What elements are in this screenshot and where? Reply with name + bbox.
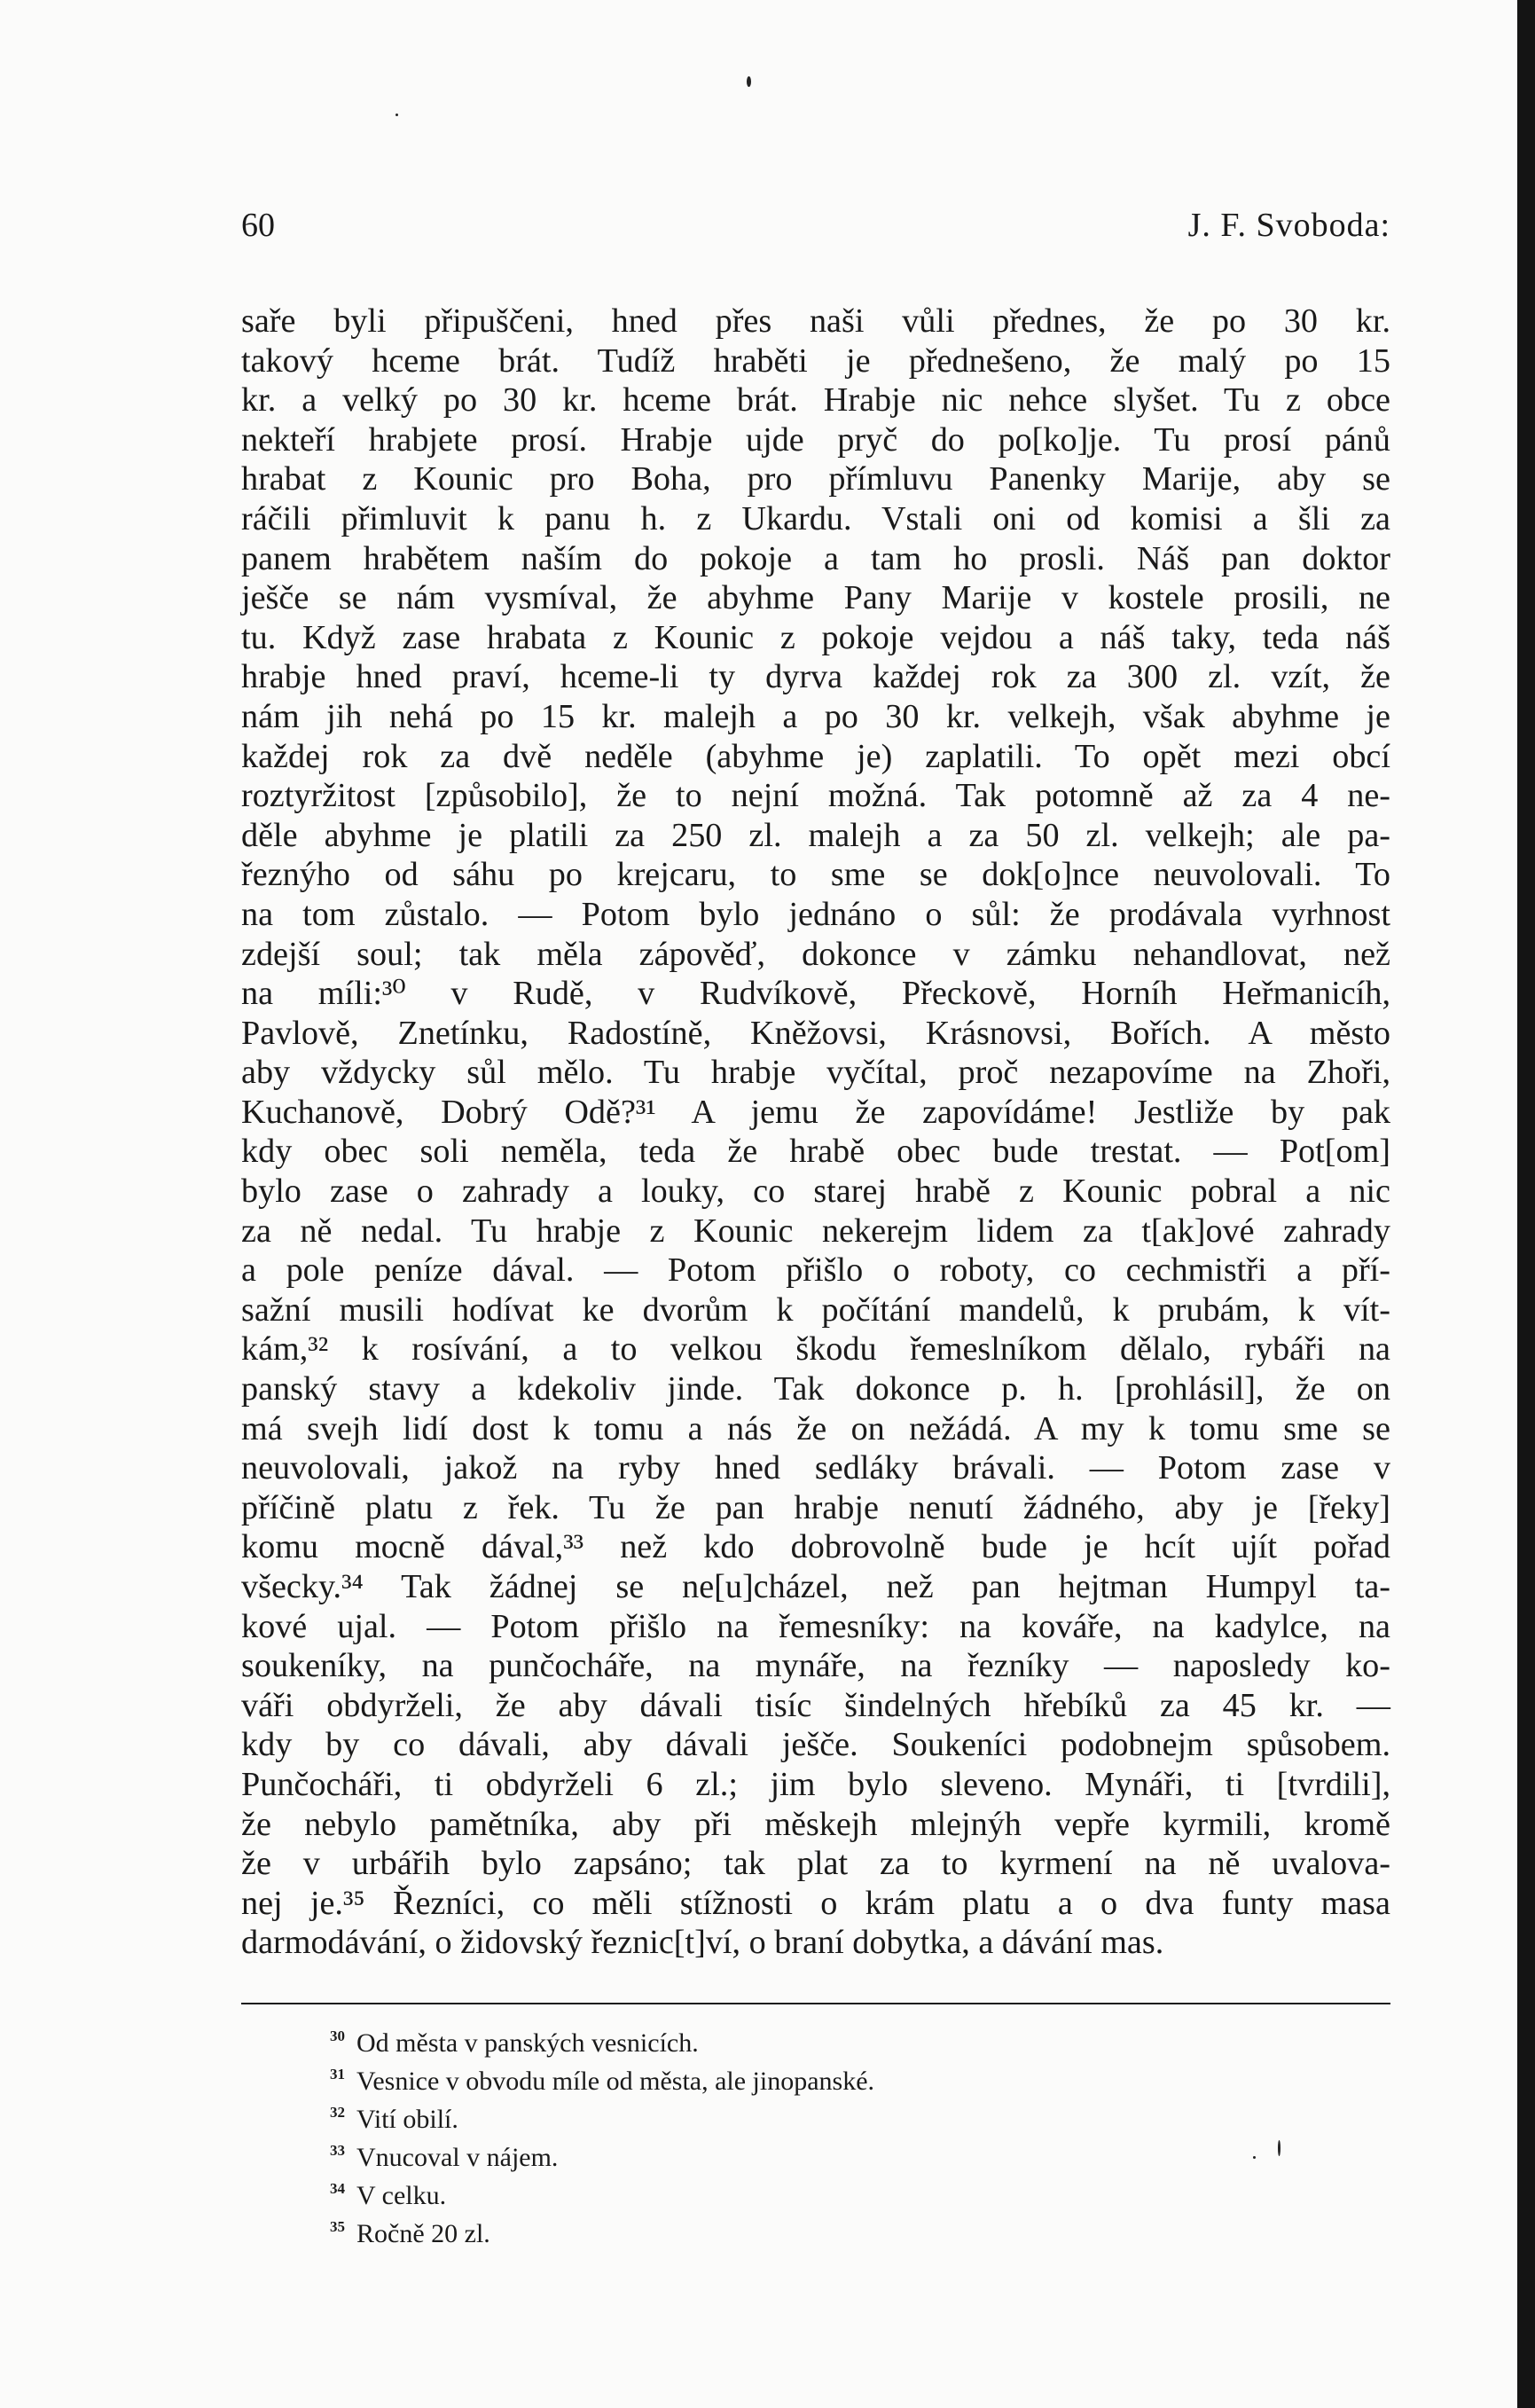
- text-line: Kuchanově, Dobrý Odě?³¹ A jemu že zapovídáme! Jestliže by pak: [241, 1093, 1390, 1131]
- text-line: že nebylo pamětníka, aby při měskejh mlejnýh vepře kyrmili, kromě: [241, 1805, 1390, 1843]
- text-line: kám,³² k rosívání, a to velkou škodu řemeslníkom dělalo, rybáři na: [241, 1330, 1390, 1369]
- footnote: [330, 2211, 1217, 2249]
- footnote-mark: 34: [330, 2180, 345, 2197]
- text-line: kr. a velký po 30 kr. hceme brát. Hrabje nic nehce slyšet. Tu z obce: [241, 381, 1390, 420]
- footnote-divider: [241, 2003, 1390, 2004]
- text-line: tu. Když zase hrabata z Kounic z pokoje vejdou a náš taky, teda náš: [241, 618, 1390, 656]
- footnote-mark: 33: [330, 2142, 345, 2159]
- text-line: že v urbářih bylo zapsáno; tak plat za to kyrmení na ně uvalova-: [241, 1845, 1390, 1883]
- text-line: hrabat z Kounic pro Boha, pro přímluvu Panenky Marije, aby se: [241, 460, 1390, 498]
- footnote: [330, 2173, 1217, 2211]
- print-speck: [395, 114, 398, 116]
- text-line: na míli:³⁰ v Rudě, v Rudvíkově, Přeckově, Horníh Heřmanicíh,: [241, 975, 1390, 1013]
- text-line: Pavlově, Znetínku, Radostíně, Kněžovsi, Krásnovsi, Bořích. A město: [241, 1014, 1390, 1052]
- text-line: takový hceme brát. Tudíž hraběti je přednešeno, že malý po 15: [241, 341, 1390, 380]
- print-speck: [1278, 2140, 1280, 2156]
- text-line: každej rok za dvě neděle (abyhme je) zaplatili. To opět mezi obcí: [241, 737, 1390, 775]
- running-head: [241, 200, 1390, 250]
- text-line: panský stavy a kdekoliv jinde. Tak dokonce p. h. [prohlásil], že on: [241, 1370, 1390, 1408]
- text-line: a pole peníze dával. — Potom přišlo o roboty, co cechmistři a pří-: [241, 1251, 1390, 1290]
- text-line: na tom zůstalo. — Potom bylo jednáno o sůl: že prodávala vyrhnost: [241, 895, 1390, 933]
- footnote: [330, 2097, 1217, 2135]
- text-line: darmodávání, o židovský řeznic[t]ví, o braní dobytka, a dávání mas.: [241, 1924, 1164, 1962]
- print-speck: [1253, 2156, 1256, 2159]
- text-line: kdy obec soli neměla, teda že hrabě obec bude trestat. — Pot[om]: [241, 1133, 1390, 1171]
- footnote-text: Ročně 20 zl.: [356, 2219, 490, 2248]
- print-speck: [747, 76, 751, 87]
- text-line: příčině platu z řek. Tu že pan hrabje nenutí žádného, aby je [řeky]: [241, 1488, 1390, 1526]
- scan-edge: [1517, 0, 1535, 2408]
- footnote-mark: 35: [330, 2218, 345, 2235]
- footnote-mark: 32: [330, 2104, 345, 2121]
- footnote: [330, 2135, 1217, 2173]
- page-number: 60: [241, 207, 275, 244]
- text-line: soukeníky, na punčocháře, na mynáře, na řezníky — naposledy ko-: [241, 1647, 1390, 1685]
- text-line: nekteří hrabjete prosí. Hrabje ujde pryč do po[ko]je. Tu prosí pánů: [241, 420, 1390, 459]
- text-line: neuvolovali, jakož na ryby hned sedláky brávali. — Potom zase v: [241, 1449, 1390, 1487]
- running-title: J. F. Svoboda:: [1187, 207, 1390, 244]
- text-line: Punčocháři, ti obdyrželi 6 zl.; jim bylo sleveno. Mynáři, ti [tvrdili],: [241, 1765, 1390, 1803]
- text-line: komu mocně dával,³³ než kdo dobrovolně bude je hcít ujít pořad: [241, 1528, 1390, 1566]
- text-line: aby vždycky sůl mělo. Tu hrabje vyčítal, proč nezapovíme na Zhoři,: [241, 1054, 1390, 1092]
- footnote: [330, 2059, 1217, 2097]
- footnote: [330, 2020, 1217, 2059]
- footnotes: [330, 2020, 1217, 2249]
- text-line: kdy by co dávali, aby dávali ješče. Soukeníci podobnejm spůsobem.: [241, 1726, 1390, 1764]
- footnote-mark: 31: [330, 2066, 345, 2082]
- text-line: saře byli připuščeni, hned přes naši vůli přednes, že po 30 kr.: [241, 302, 1390, 340]
- text-line: nám jih nehá po 15 kr. malejh a po 30 kr. velkejh, však abyhme je: [241, 697, 1390, 735]
- text-line: roztyržitost [způsobilo], že to nejní možná. Tak potomně až za 4 ne-: [241, 777, 1390, 815]
- footnote-mark: 30: [330, 2028, 345, 2044]
- text-line: kové ujal. — Potom přišlo na řemesníky: na kováře, na kadylce, na: [241, 1607, 1390, 1645]
- text-line: nej je.³⁵ Řezníci, co měli stížnosti o krám platu a o dva funty masa: [241, 1884, 1390, 1922]
- footnote-text: Vesnice v obvodu míle od města, ale jinopanské.: [356, 2067, 875, 2096]
- footnote-text: Vití obilí.: [356, 2105, 458, 2134]
- text-line: má svejh lidí dost k tomu a nás že on nežádá. A my k tomu sme se: [241, 1409, 1390, 1447]
- footnote-text: Vnucoval v nájem.: [356, 2143, 559, 2172]
- text-line: hrabje hned praví, hceme-li ty dyrva každej rok za 300 zl. vzít, že: [241, 658, 1390, 696]
- text-line: ráčili přimluvit k panu h. z Ukardu. Vstali oni od komisi a šli za: [241, 499, 1390, 537]
- text-line: všecky.³⁴ Tak žádnej se ne[u]cházel, než pan hejtman Humpyl ta-: [241, 1568, 1390, 1605]
- text-line: ješče se nám vysmíval, že abyhme Pany Marije v kostele prosili, ne: [241, 579, 1390, 617]
- text-line: váři obdyrželi, že aby dávali tisíc šindelných hřebíků za 45 kr. —: [241, 1686, 1390, 1724]
- text-line: sažní musili hodívat ke dvorům k počítání mandelů, k prubám, k vít-: [241, 1290, 1390, 1329]
- text-line: řeznýho od sáhu po krejcaru, to sme se dok[o]nce neuvolovali. To: [241, 856, 1390, 894]
- footnote-text: Od města v panských vesnicích.: [356, 2028, 699, 2058]
- text-line: panem hrabětem naším do pokoje a tam ho prosli. Náš pan doktor: [241, 539, 1390, 577]
- footnote-text: V celku.: [356, 2181, 447, 2210]
- text-line: děle abyhme je platili za 250 zl. malejh a za 50 zl. velkejh; ale pa-: [241, 816, 1390, 854]
- text-line: bylo zase o zahrady a louky, co starej hrabě z Kounic pobral a nic: [241, 1173, 1390, 1211]
- text-line: za ně nedal. Tu hrabje z Kounic nekerejm lidem za t[ak]ové zahrady: [241, 1212, 1390, 1250]
- body-text: [241, 302, 1390, 1963]
- text-line: zdejší soul; tak měla zápověď, dokonce v zámku nehandlovat, než: [241, 935, 1390, 973]
